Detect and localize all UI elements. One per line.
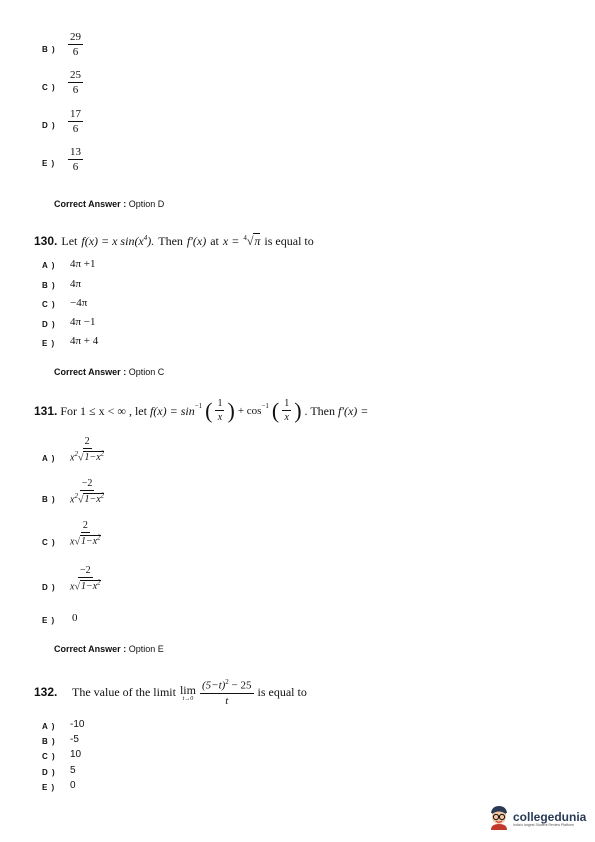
q130-option-b-label: B ) bbox=[42, 281, 56, 290]
q132-option-a-label: A ) bbox=[42, 722, 56, 731]
q132-option-d-value[interactable]: 5 bbox=[70, 765, 76, 776]
q129-option-e-value[interactable]: $\frac{13}{6}$ bbox=[70, 146, 81, 173]
q132-stem: The value of the limit lim t→0 $\frac{(5-t)^2 - 25}{t}$ is equal to bbox=[72, 678, 307, 707]
q129-option-c-label: C ) bbox=[42, 83, 56, 92]
q132-option-c-label: C ) bbox=[42, 752, 56, 761]
q130-option-c-label: C ) bbox=[42, 300, 56, 309]
q130-option-e-label: E ) bbox=[42, 339, 56, 348]
q131-paren-close-1: ) bbox=[227, 398, 235, 423]
q131-paren-open-2: ( bbox=[271, 398, 280, 423]
q130-fourth-root: $^4$√π bbox=[243, 234, 261, 248]
q131-paren-open-1: ( bbox=[205, 398, 213, 423]
logo-tagline: India's largest Student Review Platform bbox=[513, 823, 574, 828]
q130-option-e-value[interactable]: 4π + 4 bbox=[70, 335, 99, 347]
q129-option-b-label: B ) bbox=[42, 45, 56, 54]
q131-option-d-label: D ) bbox=[42, 583, 56, 592]
q130-option-d-label: D ) bbox=[42, 320, 56, 329]
q129-option-d-value[interactable]: $\frac{17}{6}$ bbox=[70, 108, 81, 135]
q129-option-c-value[interactable]: $\frac{25}{6}$ bbox=[70, 69, 81, 96]
q131-option-b-label: B ) bbox=[42, 495, 56, 504]
q130-option-a-value[interactable]: 4π +1 bbox=[70, 258, 96, 270]
q130-option-c-value[interactable]: −4π bbox=[70, 297, 88, 309]
q131-paren-close-2: ) bbox=[294, 398, 302, 423]
q131-fraction-1: $\frac{1}{x}$ bbox=[217, 398, 223, 423]
q132-option-e-label: E ) bbox=[42, 783, 56, 792]
q130-number: 130. bbox=[34, 234, 58, 248]
q129-option-e-label: E ) bbox=[42, 159, 56, 168]
q130-option-a-label: A ) bbox=[42, 261, 56, 270]
collegedunia-logo[interactable] bbox=[488, 804, 586, 835]
q130-function: f(x) = x $\sin(x^4)$. bbox=[81, 234, 155, 248]
q129-option-b-value[interactable]: $\frac{29}{6}$ bbox=[70, 31, 81, 58]
logo-name: collegedunia bbox=[513, 809, 587, 824]
q131-correct-answer: Correct Answer : Option E bbox=[54, 644, 164, 654]
q132-option-a-value[interactable]: -10 bbox=[70, 719, 85, 730]
q132-option-d-label: D ) bbox=[42, 768, 56, 777]
q131-stem: 131. For 1 ≤ x < ∞ , let f(x) = sin $^{-1}$ ( $\frac{1}{x}$ ) + cos $^{-1}$ ( $\frac{1}{x}$ ) . Then f′(x) = bbox=[34, 398, 369, 423]
q131-option-c-value[interactable]: $\frac{2}{x√1-x^2}$ bbox=[70, 520, 101, 548]
q129-correct-answer: Correct Answer : Option D bbox=[54, 199, 165, 209]
q130-option-b-value[interactable]: 4π bbox=[70, 278, 82, 290]
q131-option-e-value[interactable]: 0 bbox=[72, 612, 78, 624]
student-glasses-icon bbox=[488, 804, 510, 835]
q131-option-b-value[interactable]: $\frac{-2}{x^2√1-x^2}$ bbox=[70, 478, 105, 506]
q132-option-c-value[interactable]: 10 bbox=[70, 749, 82, 760]
q132-number: 132. bbox=[34, 685, 58, 699]
q132-limit: lim t→0 bbox=[179, 682, 196, 702]
q131-fraction-2: $\frac{1}{x}$ bbox=[284, 398, 290, 423]
q132-option-e-value[interactable]: 0 bbox=[70, 780, 76, 791]
q131-option-e-label: E ) bbox=[42, 616, 56, 625]
q131-option-a-label: A ) bbox=[42, 454, 56, 463]
q131-option-a-value[interactable]: $\frac{2}{x^2√1-x^2}$ bbox=[70, 436, 105, 464]
q129-option-d-label: D ) bbox=[42, 121, 56, 130]
q132-fraction: $\frac{(5-t)^2 - 25}{t}$ bbox=[201, 678, 252, 707]
q132-option-b-label: B ) bbox=[42, 737, 56, 746]
q130-stem: 130. Let f(x) = x $\sin(x^4)$. Then f′(x) at x = $^4$√π is equal to bbox=[34, 234, 314, 248]
q130-correct-answer: Correct Answer : Option C bbox=[54, 367, 165, 377]
q132-option-b-value[interactable]: -5 bbox=[70, 734, 79, 745]
q131-option-d-value[interactable]: $\frac{-2}{x√1-x^2}$ bbox=[70, 565, 101, 593]
q131-option-c-label: C ) bbox=[42, 538, 56, 547]
q130-option-d-value[interactable]: 4π −1 bbox=[70, 316, 96, 328]
q131-number: 131. bbox=[34, 404, 58, 418]
